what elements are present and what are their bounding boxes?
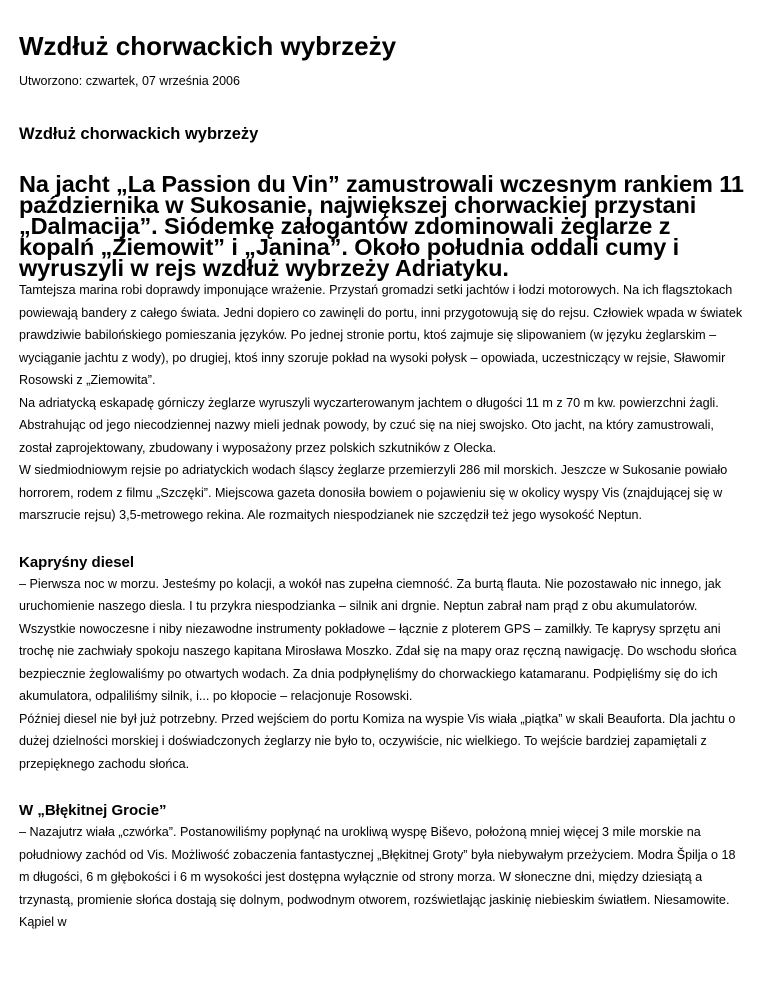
body-paragraph: Później diesel nie był już potrzebny. Przed wejściem do portu Komiza na wyspie Vis wiała „piątka” w skali Beauforta. Dla jachtu o dużej dzielności morskiej i doświadczonych żeglarzy nie było to, oczywiście, nic wielkiego. To wejście bardziej zapamiętali z przepięknego zachodu słońca. [19,711,736,771]
body-paragraph: Na adriatycką eskapadę górniczy żeglarze wyruszyli wyczarterowanym jachtem o długości 11 m z 70 m kw. powierzchni żagli. Abstrahując od jego niecodziennej nazwy mieli jednak powody, by czuć się na niej swojsko. Oto jacht, na który zamustrowali, został zaprojektowany, zbudowany i wyposażony przez polskich szkutników z Olecka. [19,395,719,455]
body-paragraph: W siedmiodniowym rejsie po adriatyckich wodach śląscy żeglarze przemierzyli 286 mil morskich. Jeszcze w Sukosanie powiało horrorem, rodem z filmu „Szczęki”. Miejscowa gazeta donosiła bowiem o pojawieniu się w okolicy wyspy Vis (znajdującej się w marszrucie rejsu) 3,5-metrowego rekina. Ale rozmaitych niespodzianek nie szczędził też jego wysokość Neptun. [19,463,728,522]
article-heading: Wzdłuż chorwackich wybrzeży [19,125,259,143]
page-title: Wzdłuż chorwackich wybrzeży [19,31,397,61]
section-heading-diesel: Kapryśny diesel [19,553,135,571]
body-paragraph: – Nazajutrz wiała „czwórka”. Postanowiliśmy popłynąć na urokliwą wyspę Biševo, położoną mniej więcej 3 mile morskie na południowy zachód od Vis. Możliwość zobaczenia fantastycznej „Błękitnej Groty” była niebywałym przeżyciem. Modra Špilja o 18 m długości, 6 m głębokości i 6 m wysokości jest dostępna wyłącznie od strony morza. W słoneczne dni, między dziesiątą a trzynastą, promienie słońca dostają się dolnym, podwodnym otworem, rozświetlając jaskinię niebieskim światłem. Niesamowite. Kąpiel w [19,825,736,929]
body-paragraph: – Pierwsza noc w morzu. Jesteśmy po kolacji, a wokół nas zupełna ciemność. Za burtą flauta. Nie pozostawało nic innego, jak uruchomienie naszego diesla. I tu przykra niespodzianka – silnik ani drgnie. Neptun zabrał nam prąd z obu akumulatorów. Wszystkie nowoczesne i niby niezawodne instrumenty pokładowe – łącznie z ploterem GPS – zamilkły. Te kaprysy sprzętu ani trochę nie zachwiały spokoju naszego kapitana Mirosława Moszko. Zdał się na mapy oraz ręczną nawigację. Do wschodu słońca bezpiecznie żeglowaliśmy po otwartych wodach. Za dnia podpłynęliśmy do chorwackiego katamaranu. Podpięliśmy się do ich akumulatora, odpaliliśmy silnik, i... po kłopocie – relacjonuje Rosowski. [19,576,737,703]
created-date: Utworzono: czwartek, 07 września 2006 [19,74,240,88]
body-paragraph: Tamtejsza marina robi doprawdy imponujące wrażenie. Przystań gromadzi setki jachtów i łodzi motorowych. Na ich flagsztokach powiewają bandery z całego świata. Jedni dopiero co zawinęli do portu, inni przygotowują się do rejsu. Człowiek wpada w światek prawdziwie babilońskiego pomieszania języków. Po jednej stronie portu, ktoś zajmuje się slipowaniem (w języku żeglarskim – wyciąganie jachtu z wody), po drugiej, ktoś inny szoruje pokład na wysoki połysk – opowiada, uczestniczący w rejsie, Sławomir Rosowski z „Ziemowita”. [19,283,743,387]
lead-paragraph: Na jacht „La Passion du Vin” zamustrowali wczesnym rankiem 11 października w Sukosanie, największej chorwackiej przystani „Dalmacija”. Siódemkę załogantów zdominowali żeglarze z kopalń „Ziemowit” i „Janina”. Około południa oddali cumy i wyruszyli w rejs wzdłuż wybrzeży Adriatyku. [19,171,744,281]
section-heading-grotto: W „Błękitnej Grocie” [19,802,167,819]
